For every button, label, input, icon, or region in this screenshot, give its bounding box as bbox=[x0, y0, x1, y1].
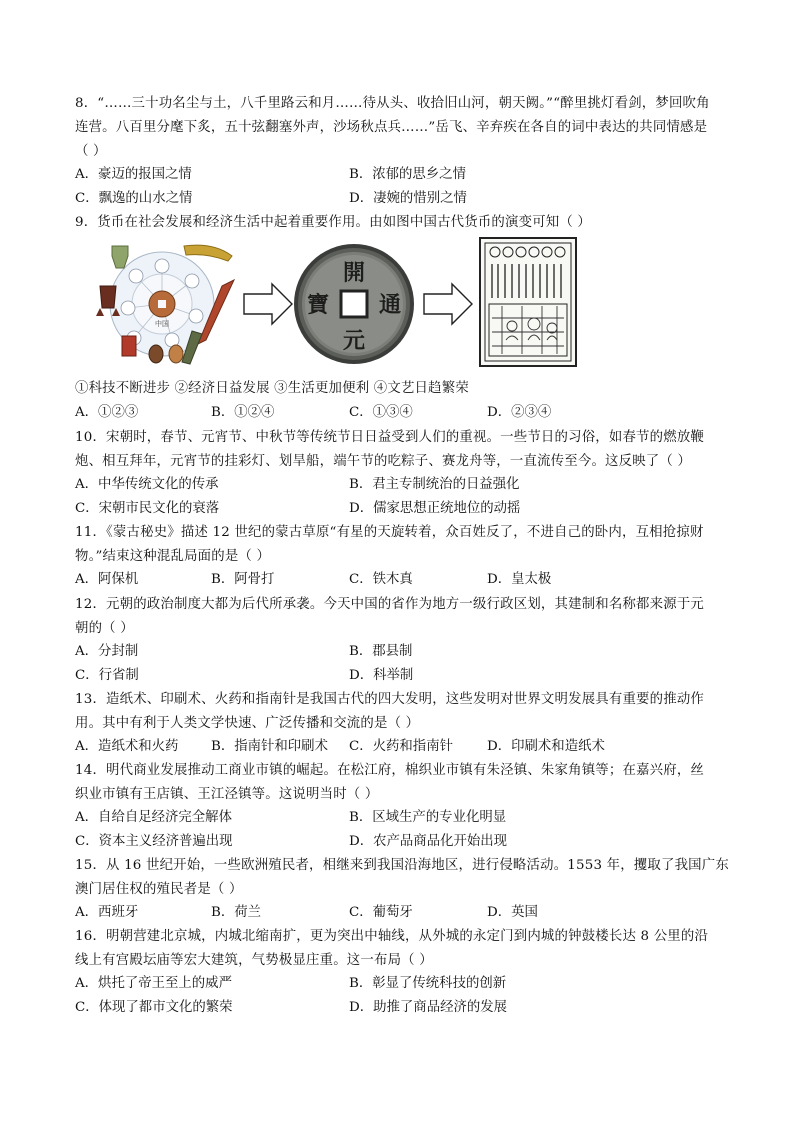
q14-option-c: C．资本主义经济普遍出现 bbox=[75, 834, 233, 849]
q16-option-d: D．助推了商品经济的发展 bbox=[349, 1000, 508, 1015]
q11-option-b: B．阿骨打 bbox=[211, 572, 275, 587]
coin-char-bottom: 元 bbox=[342, 328, 366, 354]
q12-option-a: A．分封制 bbox=[75, 644, 139, 659]
right-arrow-icon bbox=[424, 284, 472, 324]
q13-option-a: A．造纸术和火药 bbox=[75, 739, 179, 754]
q11-stem-line1: 11．《蒙古秘史》描述 12 世纪的蒙古草原“有星的天旋转着，众百姓反了，不进自己的卧内，互相抢掠财 bbox=[75, 525, 704, 540]
q14-stem-line2: 织业市镇有王店镇、王江泾镇等。这说明当时（ ） bbox=[75, 787, 379, 802]
q10-option-c: C．宋朝市民文化的衰落 bbox=[75, 501, 220, 516]
q8-stem-line1: 8．“……三十功名尘与土，八千里路云和月……待从头、收拾旧山河，朝天阙。”“醉里挑灯看剑，梦回吹角 bbox=[75, 96, 710, 111]
q12-stem-line1: 12．元朝的政治制度大都为后代所承袭。今天中国的省作为地方一级行政区划，其建制和名称都来源于元 bbox=[75, 597, 705, 612]
q10-option-d: D．儒家思想正统地位的动摇 bbox=[349, 501, 521, 516]
right-arrow-icon bbox=[244, 284, 292, 324]
coin-char-top: 開 bbox=[342, 260, 366, 286]
q9-option-d: D．②③④ bbox=[487, 405, 552, 420]
q16-option-c: C．体现了都市文化的繁荣 bbox=[75, 1000, 233, 1015]
q16-option-b: B．彰显了传统科技的创新 bbox=[349, 976, 507, 991]
svg-text:中国: 中国 bbox=[155, 320, 169, 328]
q15-stem-line2: 澳门居住权的殖民者是（ ） bbox=[75, 882, 243, 897]
q14-option-a: A．自给自足经济完全解体 bbox=[75, 810, 232, 825]
q10-option-a: A．中华传统文化的传承 bbox=[75, 477, 219, 492]
q8-option-c: C．飘逸的山水之情 bbox=[75, 191, 193, 206]
q8-option-d: D．凄婉的惜别之情 bbox=[349, 191, 467, 206]
q14-option-d: D．农产品商品化开始出现 bbox=[349, 834, 508, 849]
q11-option-d: D．皇太极 bbox=[487, 572, 552, 587]
q13-option-b: B．指南针和印刷术 bbox=[211, 739, 328, 754]
q15-stem-line1: 15．从 16 世纪开始，一些欧洲殖民者，相继来到我国沿海地区，进行侵略活动。1553 年，攫取了我国广东 bbox=[75, 858, 729, 873]
q10-stem-line1: 10．宋朝时，春节、元宵节、中秋节等传统节日日益受到人们的重视。一些节日的习俗，如春节的燃放鞭 bbox=[75, 430, 705, 445]
q8-stem-line3: （ ） bbox=[75, 144, 107, 159]
q8-option-a: A．豪迈的报国之情 bbox=[75, 167, 192, 182]
q12-stem-line2: 朝的（ ） bbox=[75, 621, 134, 636]
ancient-currency-ring bbox=[96, 245, 234, 364]
currency-evolution-svg bbox=[92, 236, 592, 371]
q8-stem-line2: 连营。八百里分麾下炙，五十弦翻塞外声，沙场秋点兵……”岳飞、辛弃疾在各自的词中表达的共同情感是 bbox=[75, 120, 708, 135]
q16-stem-line2: 线上有宫殿坛庙等宏大建筑，气势极显庄重。这一布局（ ） bbox=[75, 953, 433, 968]
q12-option-b: B．郡县制 bbox=[349, 644, 413, 659]
q13-option-c: C．火药和指南针 bbox=[349, 739, 453, 754]
q15-option-d: D．英国 bbox=[487, 905, 538, 920]
q13-stem-line2: 用。其中有利于人类文学快速、广泛传播和交流的是（ ） bbox=[75, 716, 420, 731]
q16-option-a: A．烘托了帝王至上的威严 bbox=[75, 976, 232, 991]
q14-stem-line1: 14．明代商业发展推动工商业市镇的崛起。在松江府，棉织业市镇有朱泾镇、朱家角镇等；在嘉兴府，丝 bbox=[75, 763, 705, 778]
q12-option-c: C．行省制 bbox=[75, 668, 139, 683]
q14-option-b: B．区域生产的专业化明显 bbox=[349, 810, 507, 825]
q9-stem-line1: 9．货币在社会发展和经济生活中起着重要作用。由如图中国古代货币的演变可知（ ） bbox=[75, 215, 592, 230]
kaiyuan-coin-image bbox=[294, 244, 414, 364]
q8-option-b: B．浓郁的思乡之情 bbox=[349, 167, 466, 182]
q12-option-d: D．科举制 bbox=[349, 668, 414, 683]
coin-char-left: 寶 bbox=[306, 292, 330, 318]
q13-stem-line1: 13．造纸术、印刷术、火药和指南针是我国古代的四大发明，这些发明对世界文明发展具有重要的推动作 bbox=[75, 692, 705, 707]
currency-evolution-figure bbox=[92, 236, 592, 371]
q11-option-c: C．铁木真 bbox=[349, 572, 413, 587]
q15-option-c: C．葡萄牙 bbox=[349, 905, 413, 920]
q10-option-b: B．君主专制统治的日益强化 bbox=[349, 477, 520, 492]
q15-option-a: A．西班牙 bbox=[75, 905, 139, 920]
coin-char-right: 通 bbox=[378, 292, 402, 318]
q15-option-b: B．荷兰 bbox=[211, 905, 262, 920]
q13-option-d: D．印刷术和造纸术 bbox=[487, 739, 605, 754]
q9-statement-items: ①科技不断进步 ②经济日益发展 ③生活更加便利 ④文艺日趋繁荣 bbox=[75, 381, 469, 396]
q10-stem-line2: 炮、相互拜年，元宵节的挂彩灯、划旱船，端午节的吃粽子、赛龙舟等，一直流传至今。这反映了（ ） bbox=[75, 454, 692, 469]
q9-option-a: A．①②③ bbox=[75, 405, 139, 420]
q9-option-c: C．①③④ bbox=[349, 405, 413, 420]
q16-stem-line1: 16．明朝营建北京城，内城北缩南扩，更为突出中轴线，从外城的永定门到内城的钟鼓楼长达 8 公里的沿 bbox=[75, 929, 709, 944]
q11-stem-line2: 物。”结束这种混乱局面的是（ ） bbox=[75, 549, 271, 564]
jiaozi-paper-money-icon bbox=[480, 238, 576, 366]
q11-option-a: A．阿保机 bbox=[75, 572, 139, 587]
q9-option-b: B．①②④ bbox=[211, 405, 275, 420]
